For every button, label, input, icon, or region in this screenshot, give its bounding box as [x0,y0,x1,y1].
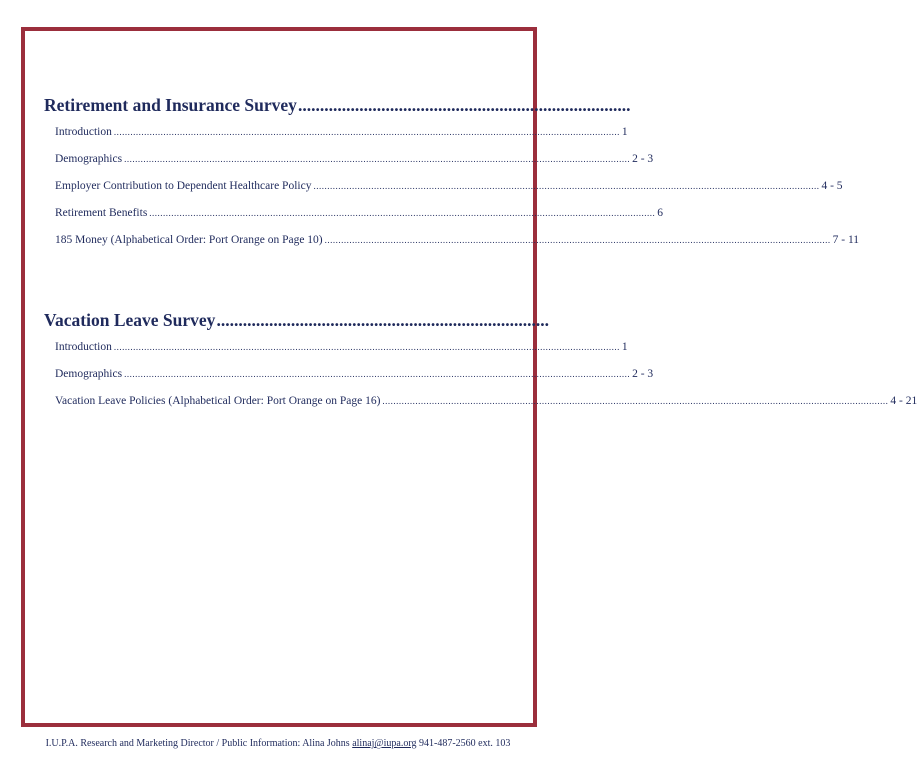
toc-entry-label: Demographics [55,153,123,165]
dot-leader: ........................................................................................................................................................................................ [149,208,656,218]
page-border [21,27,917,727]
toc-page-number: 7 - 11 [832,234,860,246]
toc-entry[interactable] [55,334,628,361]
toc-page-number: 2 - 3 [632,368,654,380]
toc-page-number: 1 [621,126,628,138]
dot-leader: ........................................................................................................................................................................................ [313,181,820,191]
dot-leader: ........................................................................................................................................................................................ [324,235,831,245]
section-heading [44,310,549,331]
toc-entry[interactable] [55,146,654,173]
toc-list [44,119,860,254]
dot-leader: ........................................................................................................................................................................................ [113,342,620,352]
footer-phone: 941-487-2560 ext. 103 [416,738,511,749]
toc-page-number: 1 [621,341,628,353]
toc-entry-label: Introduction [55,126,112,138]
toc-entry-label: Employer Contribution to Dependent Healthcare Policy [55,180,312,192]
toc-entry[interactable] [55,119,628,146]
toc-page-number: 2 - 3 [632,153,654,165]
dot-leader: ........................................................................................................................................................................................ [124,154,631,164]
toc-entry-label: Demographics [55,368,123,380]
toc-entry-label: Vacation Leave Policies (Alphabetical Order: Port Orange on Page 16) [55,395,381,407]
toc-entry[interactable] [55,388,917,415]
footer-text: I.U.P.A. Research and Marketing Director / Public Information: Alina Johns [45,738,353,749]
toc-entry-label: Introduction [55,341,112,353]
footer-email-link[interactable]: alinaj@iupa.org [352,738,417,749]
heading-leader: ............................................................................ [216,310,549,330]
dot-leader: ........................................................................................................................................................................................ [382,396,889,406]
toc-entry[interactable] [55,361,654,388]
toc-page-number: 4 - 21 [890,395,917,407]
section-title: Retirement and Insurance Survey [44,95,297,115]
dot-leader: ........................................................................................................................................................................................ [113,127,620,137]
heading-leader: ............................................................................ [297,95,631,115]
toc-entry[interactable] [55,200,664,227]
toc-list [44,334,917,415]
toc-page-number: 4 - 5 [821,180,843,192]
toc-entry-label: 185 Money (Alphabetical Order: Port Orange on Page 10) [55,234,323,246]
toc-entry-label: Retirement Benefits [55,207,148,219]
section-title: Vacation Leave Survey [44,310,216,330]
toc-section-retirement [44,95,860,254]
toc-entry[interactable] [55,173,843,200]
toc-entry[interactable] [55,227,860,254]
toc-page-number: 6 [657,207,664,219]
dot-leader: ........................................................................................................................................................................................ [124,369,631,379]
page-footer [20,738,536,750]
toc-section-vacation [44,310,917,415]
section-heading [44,95,631,116]
